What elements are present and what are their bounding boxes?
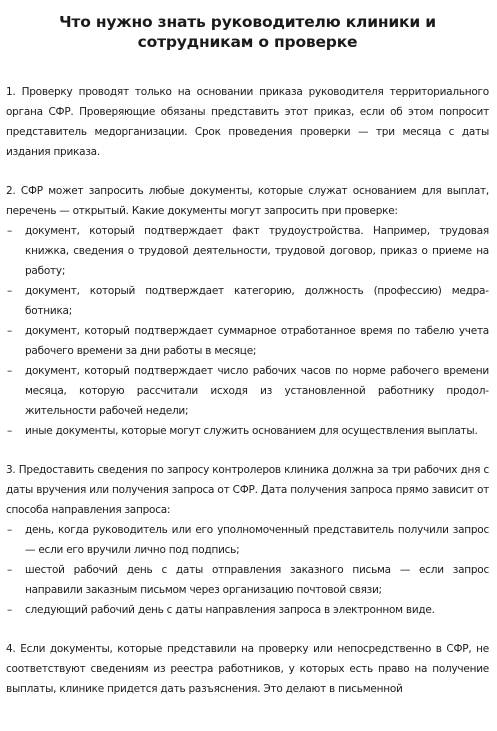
list-item: – день, когда руководитель или его уполномоченный представитель получили запрос — если его вручили лично под подпись; (6, 520, 489, 560)
list-item: – документ, который подтверждает факт трудоустройства. Например, трудовая книжка, сведения о трудовой деятельности, трудовой договор, приказ о приеме на работу; (6, 221, 489, 281)
list-item: – следующий рабочий день с даты направления запроса в электронном виде. (6, 600, 489, 620)
section-1 (6, 82, 489, 162)
document-title: Что нужно знать руководителю клиники и сотрудникам о проверке (59, 13, 436, 51)
list-item: – документ, который подтверждает категорию, должность (профессию) медработника; (6, 281, 489, 321)
list-item: – документ, который подтверждает суммарное отработанное время по табелю учета рабочего времени за дни работы в месяце; (6, 321, 489, 361)
section-3 (6, 460, 489, 620)
section-2-list (6, 221, 489, 441)
section-3-intro: 3. Предоставить сведения по запросу контролеров клиника должна за три рабочих дня с даты вручения или получения запроса от СФР. Дата получения запроса прямо зависит от способа направления запроса: (6, 464, 489, 516)
list-item: – шестой рабочий день с даты отправления заказного письма — если запрос направили заказным письмом через организацию почтовой связи; (6, 560, 489, 600)
section-2 (6, 181, 489, 441)
list-item: – документ, который подтверждает число рабочих часов по норме рабочего времени месяца, которую рассчитали исходя из установленной работнику продолжительности рабочей недели; (6, 361, 489, 421)
section-2-intro: 2. СФР может запросить любые документы, которые служат основанием для выплат, перечень — открытый. Какие документы могут запросить при проверке: (6, 185, 489, 217)
section-4 (6, 639, 489, 699)
section-1-text: 1. Проверку проводят только на основании приказа руководителя территориального органа СФР. Проверяющие обязаны представить этот приказ, если об этом попросит представитель медорганизации. Срок проведения проверки — три месяца с даты издания приказа. (6, 86, 489, 158)
list-item: – иные документы, которые могут служить основанием для осуществления выплаты. (6, 421, 489, 441)
section-3-list (6, 520, 489, 620)
section-4-text: 4. Если документы, которые представили на проверку или непосредственно в СФР, не соответствуют сведениям из реестра работников, у которых есть право на получение выплаты, клинике придется дать разъяснения. Это делают в письменной (6, 643, 489, 695)
